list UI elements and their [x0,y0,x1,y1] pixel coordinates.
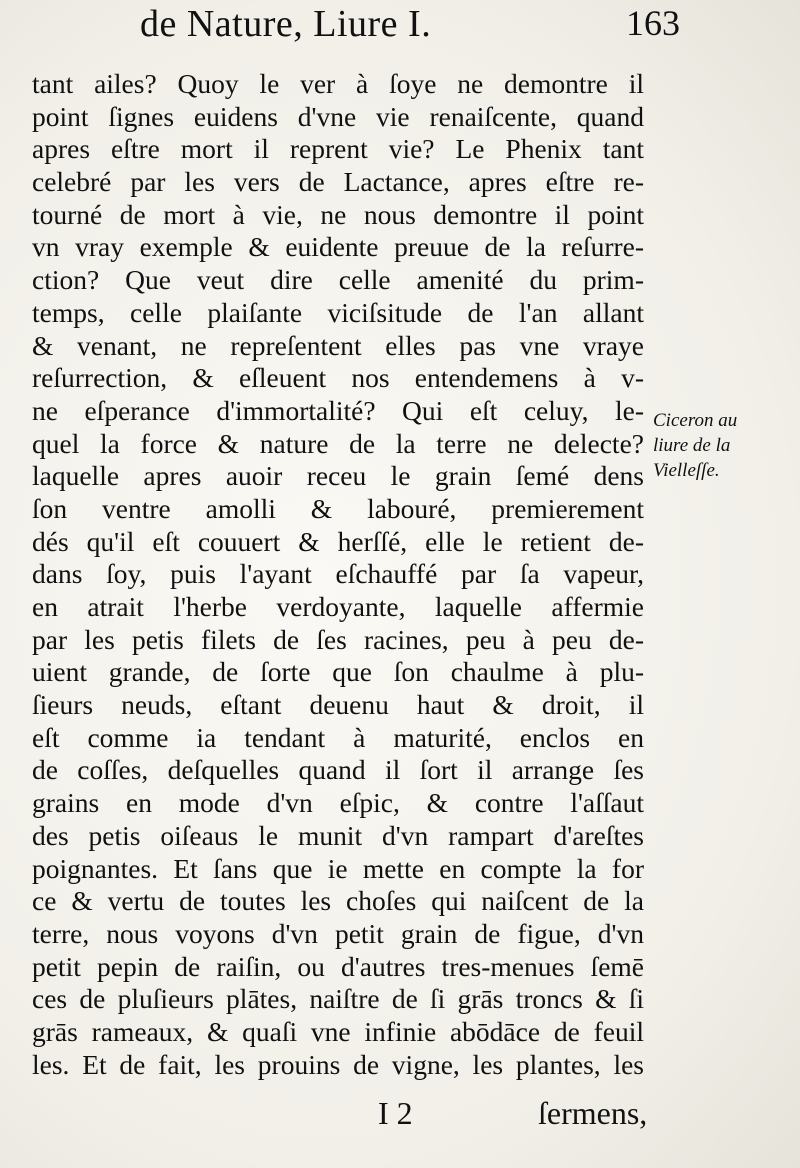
text-line: ſieurs neuds, eſtant deuenu haut & droit, il [32,689,644,721]
text-line: tourné de mort à vie, ne nous demontre il point [32,198,644,230]
text-line: en atrait l'herbe verdoyante, laquelle affermie [32,591,644,622]
page-number: 163 [626,3,680,43]
marginal-note [653,408,793,483]
text-line: poignantes. Et ſans que ie mette en compte la for [32,852,644,884]
text-line: ction? Que veut dire celle amenité du prim- [32,264,644,296]
marginal-note-line: Ciceron au [653,410,738,431]
text-line: celebré par les vers de Lactance, apres eſtre re- [32,166,644,198]
marginal-note-line: Vielleſſe. [653,460,720,481]
text-line: tant ailes? Quoy le ver à ſoye ne demontre il [32,68,644,99]
text-line: uient grande, de ſorte que ſon chaulme à plu- [32,656,644,688]
signature-mark: I 2 [378,1095,413,1131]
text-line: & venant, ne repreſentent elles pas vne vraye [32,329,644,361]
text-line: point ſignes euidens d'vne vie renaiſcente, quand [32,100,644,132]
text-line: ces de pluſieurs plātes, naiſtre de ſi grās troncs & ſi [32,983,644,1015]
catchword: ſermens, [538,1095,648,1131]
text-line: de coſſes, deſquelles quand il ſort il arrange ſes [32,754,644,786]
text-line: les. Et de fait, les prouins de vigne, les plantes, les [32,1048,644,1080]
text-line: dés qu'il eſt couuert & herſſé, elle le retient de- [32,525,644,557]
text-line: grains en mode d'vn eſpic, & contre l'aſſaut [32,787,644,819]
text-line: ſon ventre amolli & labouré, premierement [32,492,644,524]
text-line: petit pepin de raiſin, ou d'autres tres-menues ſemē [32,950,644,982]
text-line: apres eſtre mort il reprent vie? Le Phenix tant [32,133,644,165]
page-footer [0,1095,800,1145]
marginal-note-line: liure de la [653,435,731,456]
text-line: ce & vertu de toutes les choſes qui naiſcent de la [32,885,644,917]
text-line: grās rameaux, & quaſi vne infinie abōdāce de feuil [32,1015,644,1047]
body-text [32,68,644,1081]
text-line: laquelle apres auoir receu le grain ſemé dens [32,460,644,492]
text-line: dans ſoy, puis l'ayant eſchauffé par ſa vapeur, [32,558,644,590]
text-line: quel la force & nature de la terre ne delecte? [32,427,644,459]
text-line: reſurrection, & eſleuent nos entendemens à v- [32,362,644,394]
text-line: terre, nous voyons d'vn petit grain de figue, d'vn [32,917,644,949]
text-line: vn vray exemple & euidente preuue de la reſurre- [32,231,644,263]
text-line: temps, celle plaiſante viciſsitude de l'an allant [32,296,644,328]
text-line: des petis oiſeaus le munit d'vn rampart d'areſtes [32,819,644,851]
text-line: eſt comme ia tendant à maturité, enclos en [32,721,644,753]
page-header [140,2,680,52]
running-head: de Nature, Liure I. [140,3,432,45]
text-line: ne eſperance d'immortalité? Qui eſt celuy, le- [32,394,644,426]
text-line: par les petis filets de ſes racines, peu à peu de- [32,623,644,655]
